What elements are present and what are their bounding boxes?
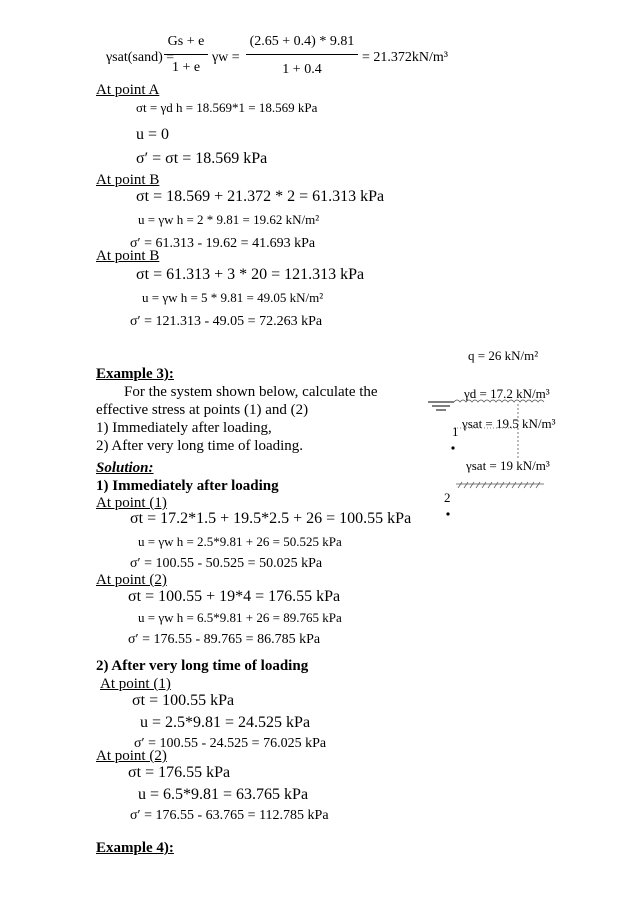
- problem-line-2: effective stress at points (1) and (2): [96, 402, 309, 418]
- c1-point-1-line-1: σt = 17.2*1.5 + 19.5*2.5 + 26 = 100.55 kPa: [130, 510, 412, 527]
- c2-point-1-line-3: σ′ = 100.55 - 24.525 = 76.025 kPa: [134, 736, 327, 751]
- c1-point-1-label: At point (1): [96, 495, 167, 511]
- c1-point-1-line-2: u = γw h = 2.5*9.81 + 26 = 50.525 kPa: [138, 534, 342, 549]
- point-b-line-2: u = γw h = 2 * 9.81 = 19.62 kN/m²: [138, 212, 320, 227]
- point-b2-line-2: u = γw h = 5 * 9.81 = 49.05 kN/m²: [142, 290, 324, 305]
- point-a-line-2: u = 0: [136, 126, 170, 143]
- diagram-point-2-label: 2: [444, 490, 451, 505]
- c1-point-2-line-1: σt = 100.55 + 19*4 = 176.55 kPa: [128, 588, 341, 605]
- case-2-heading: 2) After very long time of loading: [96, 658, 309, 674]
- solution-heading: Solution:: [96, 460, 154, 476]
- point-b2-line-1: σt = 61.313 + 3 * 20 = 121.313 kPa: [136, 266, 365, 283]
- example-3-heading: Example 3):: [96, 366, 174, 382]
- clay-hatching: [458, 482, 540, 488]
- frac2-denominator: 1 + 0.4: [282, 62, 322, 77]
- c2-point-2-line-3: σ′ = 176.55 - 63.765 = 112.785 kPa: [130, 808, 329, 823]
- point-b-line-3: σ′ = 61.313 - 19.62 = 41.693 kPa: [130, 236, 316, 251]
- c1-point-2-label: At point (2): [96, 572, 167, 588]
- c2-point-2-line-1: σt = 176.55 kPa: [128, 764, 231, 781]
- point-b-line-1: σt = 18.569 + 21.372 * 2 = 61.313 kPa: [136, 188, 385, 205]
- point-1-marker: [451, 446, 454, 449]
- point-a-line-3: σ′ = σt = 18.569 kPa: [136, 150, 268, 167]
- diagram-layer-2-label: γsat = 19.5 kN/m³: [462, 416, 556, 431]
- c2-point-2-line-2: u = 6.5*9.81 = 63.765 kPa: [138, 786, 309, 803]
- soil-profile-diagram: [420, 380, 580, 530]
- c1-point-2-line-3: σ′ = 176.55 - 89.765 = 86.785 kPa: [128, 632, 321, 647]
- c2-point-1-label: At point (1): [100, 676, 171, 692]
- point-2-marker: [446, 512, 449, 515]
- frac2-numerator: (2.65 + 0.4) * 9.81: [249, 34, 355, 49]
- c2-point-1-line-2: u = 2.5*9.81 = 24.525 kPa: [140, 714, 311, 731]
- diagram-load-label: q = 26 kN/m²: [468, 348, 539, 363]
- frac2-line: [246, 54, 358, 55]
- diagram-layer-1-label: γd = 17.2 kN/m³: [464, 386, 550, 401]
- frac1-line: [164, 54, 208, 55]
- c1-point-1-line-3: σ′ = 100.55 - 50.525 = 50.025 kPa: [130, 556, 323, 571]
- frac1-numerator: Gs + e: [167, 34, 205, 49]
- formula-lhs: γsat(sand) =: [106, 50, 175, 65]
- diagram-layer-3-label: γsat = 19 kN/m³: [466, 458, 550, 473]
- frac1-denominator: 1 + e: [171, 60, 201, 75]
- c2-point-2-label: At point (2): [96, 748, 167, 764]
- c1-point-2-line-2: u = γw h = 6.5*9.81 + 26 = 89.765 kPa: [138, 610, 342, 625]
- gamma-w: γw =: [212, 50, 240, 65]
- formula-result: = 21.372kN/m³: [362, 50, 448, 65]
- problem-line-1: For the system shown below, calculate the: [124, 384, 378, 400]
- c2-point-1-line-1: σt = 100.55 kPa: [132, 692, 235, 709]
- case-1-heading: 1) Immediately after loading: [96, 478, 279, 494]
- point-b2-label: At point B: [96, 248, 160, 264]
- point-a-label: At point A: [96, 82, 160, 98]
- example-4-heading: Example 4):: [96, 840, 174, 856]
- ground-surface-line: [454, 400, 544, 402]
- point-b-label: At point B: [96, 172, 160, 188]
- diagram-point-1-label: 1: [452, 424, 459, 439]
- problem-line-4: 2) After very long time of loading.: [96, 438, 304, 454]
- point-b2-line-3: σ′ = 121.313 - 49.05 = 72.263 kPa: [130, 314, 323, 329]
- point-a-line-1: σt = γd h = 18.569*1 = 18.569 kPa: [136, 100, 318, 115]
- problem-line-3: 1) Immediately after loading,: [96, 420, 272, 436]
